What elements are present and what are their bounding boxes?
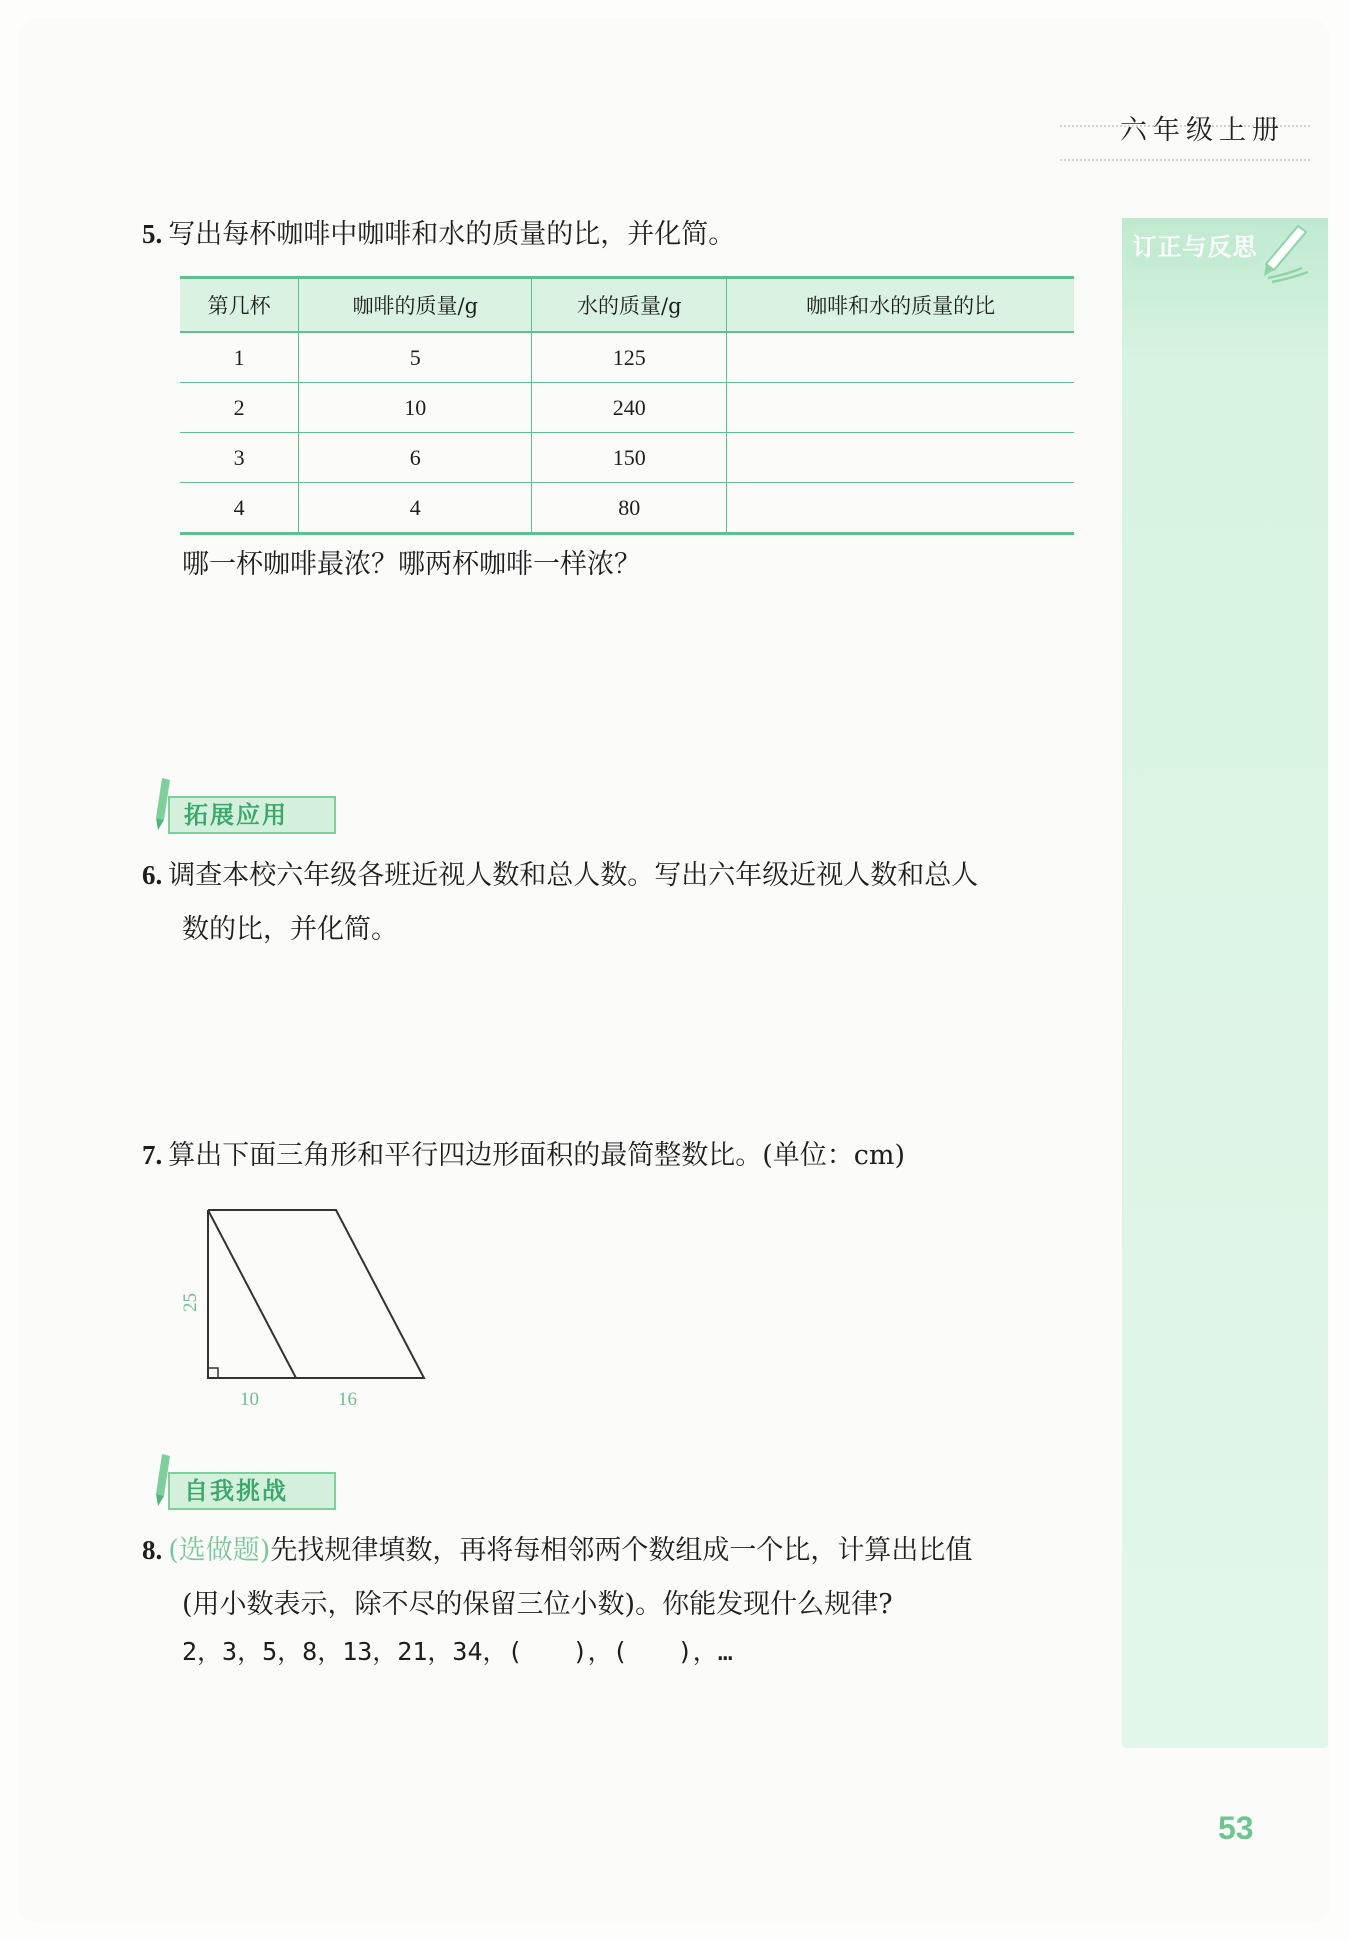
base-label-parallelogram: 16 bbox=[338, 1389, 357, 1410]
question-number: 5. bbox=[142, 219, 163, 249]
table-header: 咖啡的质量/g bbox=[299, 278, 532, 333]
table-cell: 150 bbox=[532, 433, 727, 483]
question-text: 写出每杯咖啡中咖啡和水的质量的比，并化简。 bbox=[168, 219, 736, 250]
table-header-row bbox=[180, 278, 1074, 333]
question-text-line1: 先找规律填数，再将每相邻两个数组成一个比，计算出比值 bbox=[270, 1535, 973, 1566]
section-label: 自我挑战 bbox=[168, 1472, 336, 1510]
pencil-icon bbox=[1258, 216, 1318, 286]
question-6 bbox=[142, 848, 1082, 957]
answer-cell[interactable] bbox=[727, 383, 1074, 433]
base-label-triangle: 10 bbox=[240, 1389, 259, 1410]
notes-sidebar bbox=[1122, 218, 1328, 1748]
table-row bbox=[180, 483, 1074, 534]
coffee-table bbox=[180, 276, 1074, 535]
table-cell: 1 bbox=[180, 332, 299, 383]
question-text-line2: (用小数表示，除不尽的保留三位小数)。你能发现什么规律? bbox=[182, 1589, 893, 1620]
table-row bbox=[180, 332, 1074, 383]
table-cell: 2 bbox=[180, 383, 299, 433]
question-5 bbox=[142, 207, 1082, 262]
question-number: 8. bbox=[142, 1535, 163, 1565]
table-cell: 240 bbox=[532, 383, 727, 433]
question-number: 6. bbox=[142, 860, 163, 890]
table-cell: 10 bbox=[299, 383, 532, 433]
table-cell: 3 bbox=[180, 433, 299, 483]
answer-cell[interactable] bbox=[727, 483, 1074, 534]
answer-cell[interactable] bbox=[727, 433, 1074, 483]
question-5-followup: 哪一杯咖啡最浓？哪两杯咖啡一样浓？ bbox=[182, 549, 641, 580]
height-label: 25 bbox=[180, 1293, 201, 1312]
question-text-line1: 调查本校六年级各班近视人数和总人数。写出六年级近视人数和总人 bbox=[168, 860, 979, 891]
table-cell: 4 bbox=[299, 483, 532, 534]
page-number: 53 bbox=[1218, 1810, 1254, 1846]
question-text-line2: 数的比，并化简。 bbox=[182, 914, 398, 945]
table-header: 第几杯 bbox=[180, 278, 299, 333]
question-7 bbox=[142, 1128, 1082, 1183]
table-cell: 6 bbox=[299, 433, 532, 483]
answer-cell[interactable] bbox=[727, 332, 1074, 383]
sidebar-title: 订正与反思 bbox=[1124, 226, 1266, 268]
question-text: 算出下面三角形和平行四边形面积的最简整数比。(单位：cm) bbox=[168, 1140, 906, 1171]
table-cell: 5 bbox=[299, 332, 532, 383]
grade-label: 六年级上册 bbox=[1120, 115, 1285, 146]
geometry-figure bbox=[170, 1200, 440, 1415]
section-label: 拓展应用 bbox=[168, 796, 336, 834]
table-row bbox=[180, 383, 1074, 433]
table-header: 水的质量/g bbox=[532, 278, 727, 333]
table-row bbox=[180, 433, 1074, 483]
number-sequence: 2，3，5，8，13，21，34，( )，( )，… bbox=[182, 1637, 733, 1666]
table-cell: 4 bbox=[180, 483, 299, 534]
table-cell: 125 bbox=[532, 332, 727, 383]
table-cell: 80 bbox=[532, 483, 727, 534]
table-header: 咖啡和水的质量的比 bbox=[727, 278, 1074, 333]
question-8 bbox=[142, 1523, 1082, 1632]
optional-tag: (选做题) bbox=[168, 1535, 271, 1566]
question-number: 7. bbox=[142, 1140, 163, 1170]
